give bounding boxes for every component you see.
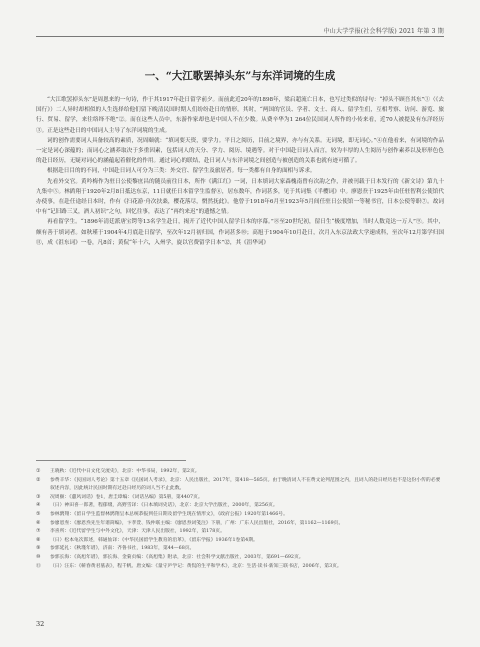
footnote-text: 参郭延礼：《秋瑾年谱》，济南：齐鲁书社，1983年，第44—68页。 [50,546,195,552]
footnote [36,502,444,511]
footnote-text: 参廖恩焘：《廖恩焘先生年谱简编》，卞孝萱、钱仲联主编：《廖恩焘词笺注》下册，广州：广东人民出版社，2016年，第1162—1169页。 [50,520,344,526]
paragraph: “大江歌罢掉头东”是周恩来的一句诗，作于其1917年赴日留学前夕。而前此近20年的1898年，梁启超流亡日本，也写过类似的诗句：“掉头不顾吾其东”①（《去国行》）二人异时却相似的人生选择给他们留下晚清民国时期人们纷纷赴日的情形。其时，“两国的官员、学者、文士、商人、留学生们，互相考察、访问、游览、旅行、贸易、留学，来往络绎不绝”②。而在这些人员中，东游作家却也是中国人不在少数。从费辛华为1 264位民国词人所作的小传来看，近70人被提及有东洋经历③。正是这些赴日的中国词人主导了东洋词境的生成。 [36,97,444,134]
footnote-number: ③ [36,494,41,500]
footnote-rule [36,460,186,461]
footnotes [36,468,444,571]
page-number: 32 [36,620,45,628]
footnote [36,563,444,572]
footnote-text: （日）神田喜一郎著，程郁缀，高野雪译：《日本填词史话》，北京：北京大学出版社，2000年，第256页。 [50,503,278,509]
footnote-number: ⑨ [36,546,41,552]
footnote-number: ④ [36,503,41,509]
footnote [36,545,444,554]
section-title: 一、“大江歌罢掉头东”与东洋词境的生成 [144,70,336,82]
running-head: 中山大学学报(社会科学版) 2021 年第 3 期 [323,28,444,35]
footnote-text: 参林鹍翔：《留日学生监督林鹍翔呈本总统恭报到任日期及留学生现在情形文》，《政府公报》1920年第1466号。 [50,511,288,517]
footnote-number: ② [36,477,41,483]
footnote-text: 况周颐：《蕙风词话》卷1，唐圭璋编：《词话丛编》第5册，第4407页。 [50,494,203,500]
footnote-text: 参费辛华：《民国词人考论》第十五章《民国词人考录》，北京：人民出版社，2017年，第418—585页。由于晚清词人不在费文论列范围之内，且词人的赴日经历也不是这份小传的必要叙述内容，因此统计民国时期有过赴日经历的词人当不止此数。 [50,477,441,492]
footnote [36,554,444,563]
footnote-number: ⑩ [36,554,41,560]
footnote-number: ⑪ [36,563,41,569]
footnote-text: 王晓秋：《近代中日文化交流史》，北京：中华书局，1992年，第2页。 [50,469,200,474]
footnote-number: ⑧ [36,537,41,543]
footnote-number: ⑥ [36,520,41,526]
paragraph: 词的创作需要词人具备较高的素质，况周颐就：“填词要天资，要学力。平日之阅历，目前之境界，亦与有关系。无词境，即无词心。”④在他看来，有词境的作品一定是词心深蕴的；而词心之涵养取决于多重因素，包括词人的天分、学力、阅历、境遇等。对于中国赴日词人而言，较为丰厚的人生阅历与创作素养以及形形色色的赴日经历，无疑对词心的涵蕴起着催化的作用。通过词心的联结，赴日词人与东洋词境之间创造与被创造的关系也就有迹可循了。 [36,137,444,165]
footnote-text: 李喜所：《近代留学生与中外文化》，天津：天津人民出版社，1992年，第178页。 [50,529,225,535]
footnote-text: 参郭长海：《高旭年谱》，郭长海、金菊贞编：《高旭集》附录，北京：社会科学文献出版社，2003年，第691—692页。 [50,554,304,560]
footnote [36,528,444,537]
paragraph: 根据赴日目的的不同，中国赴日词人可分为三类：外交官、留学生及旅居者。每一类都有自身的面相与诉求。 [47,168,316,175]
footnote-text: （日）松本龟次郎述，韩通仙译：《中华民国留学生教育的沿革》，《留东学报》1936年1卷第4期。 [50,537,258,543]
paragraph: 先看外交官。黄吟梅作为驻日公使黎庶昌的随员前往日本，所作《满江红》一词，日本填词大家森槐南曾有次韵之作，并被刊载于日本发行的《新文诗》第九十九集中⑤。林鹍翔于1920年2月8日抵达东京，11日就任日本留学生监督⑥，居东数年，作词甚多，见于其词集《半樱词》中。廖恩焘于1925年由任驻智利公使馆代办使事，在赴任途经日本时，作有《扫花游·舟次扶桑，樱花落尽，惘然抚此》。他曾于1918年6月至1923年5月间任驻日公使馆一等秘书官，日本公使等职⑦。故词中有“记旧路三叉，酒人初识”之句，回忆往事，表达了“再约来迟”的遗憾之情。 [36,178,444,216]
footnote [36,511,444,520]
footnote [36,494,444,503]
footnote [36,468,444,477]
footnote-text: （日）汪东：《蕲春黄君墓表》，程千帆、唐文编：《量守庐学记：黄侃的生平和学术》，北京：生活·读书·新知三联书店，2006年，第3页。 [50,563,342,569]
footnote-number: ① [36,469,41,474]
footnote [36,520,444,529]
header-rule [36,36,444,37]
body-text [36,95,444,248]
footnote [36,477,444,494]
footnote-number: ⑤ [36,511,41,517]
footnote-number: ⑦ [36,529,41,535]
paragraph: 再看留学生。“1896年清廷派唐宝锷等13名学生赴日，揭开了近代中国人留学日本的序幕。”⑧至20世纪初，留日生“极度增加，当时人数竟达一万人”⑨。其中，颇有善于填词者。如秋瑾于1904年4月底赴日留学，至次年12月初归国，作词甚多⑩；高旭于1904年10月赴日，次月入东京法政大学速成科，至次年12月第学归国⑪，成《沮东词》一卷，凡8首；黄侃“年十六，入州学，旋以官费留学日本”⑫，其《沮华词》 [36,219,444,246]
footnote [36,537,444,546]
